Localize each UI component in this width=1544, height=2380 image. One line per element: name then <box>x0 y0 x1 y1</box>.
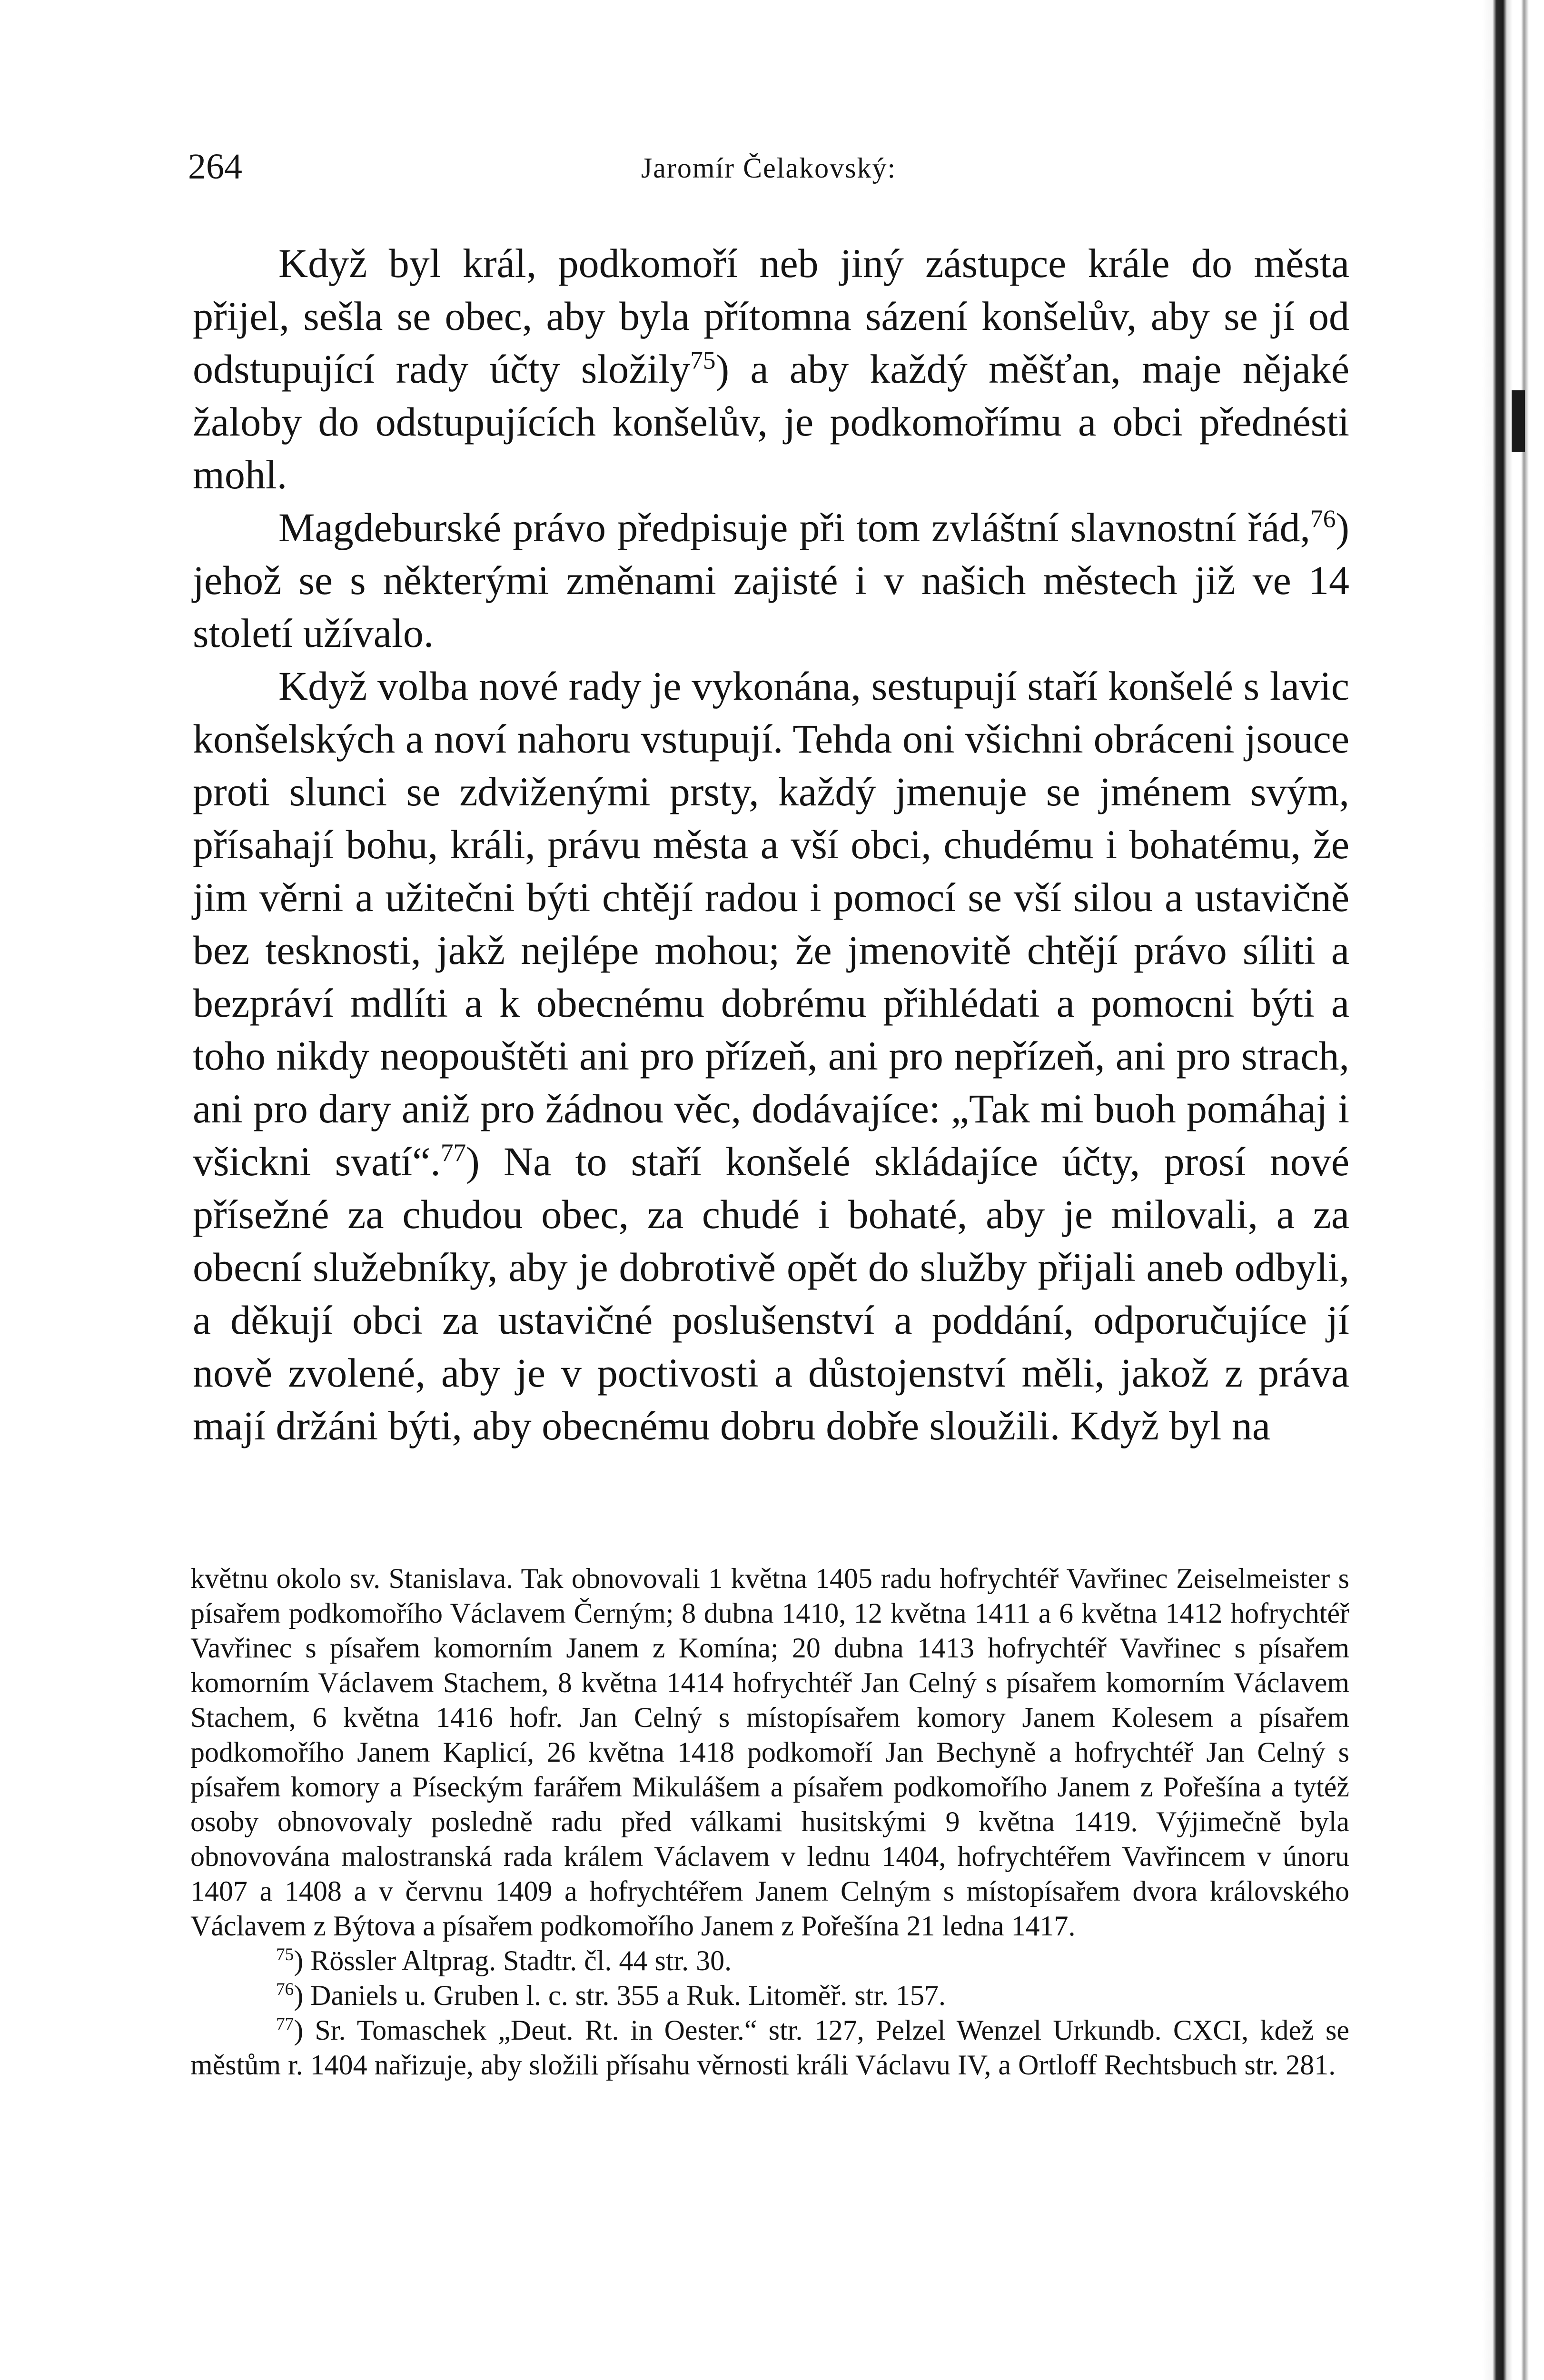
footnote-ref-75: 75 <box>690 346 716 375</box>
page-number: 264 <box>188 147 242 187</box>
footnote-75-text: ) Rössler Altprag. Stadtr. čl. 44 str. 30. <box>294 1945 732 1976</box>
paragraph-1-text-a: Když byl král, podkomoří neb jiný zástupce krále do města přijel, sešla se obec, aby byla přítomna sázení konšelův, aby se jí od odstupující rady účty složily <box>193 240 1349 392</box>
footnote-77-text: ) Sr. Tomaschek „Deut. Rt. in Oester.“ str. 127, Pelzel Wenzel Urkundb. CXCI, kdež se městům r. 1404 nařizuje, aby složili přísahu věrnosti králi Václavu IV, a Ortloff Rechtsbuch str. 281. <box>190 2014 1349 2081</box>
footnote-continued: květnu okolo sv. Stanislava. Tak obnovovali 1 května 1405 radu hofrychtéř Vavřinec Zeiselmeister s písařem podkomořího Václavem Černým; 8 dubna 1410, 12 května 1411 a 6 května 1412 hofrychtéř Vavřinec s písařem komorním Janem z Komína; 20 dubna 1413 hofrychtéř Vavřinec s písařem komorním Václavem Stachem, 8 května 1414 hofrychtéř Jan Celný s písařem komorním Václavem Stachem, 6 května 1416 hofr. Jan Celný s místopísařem komory Janem Kolesem a písařem podkomořího Janem Kaplicí, 26 května 1418 podkomoří Jan Bechyně a hofrychtéř Jan Celný s písařem komory a Píseckým farářem Mikulášem a písařem podkomořího Janem z Pořešína a tytéž osoby obnovovaly posledně radu před válkami husitskými 9 května 1419. Výjimečně byla obnovována malostranská rada králem Václavem v lednu 1404, hofrychtéřem Vavřincem v únoru 1407 a 1408 a v červnu 1409 a hofrychtéřem Janem Celným s místopísařem dvora královského Václavem z Býtova a písařem podkomořího Janem z Pořešína 21 ledna 1417. <box>190 1563 1349 1942</box>
running-head: Jaromír Čelakovský: <box>641 152 897 184</box>
footnote-75-number: 75 <box>276 1945 294 1964</box>
footnote-76-text: ) Daniels u. Gruben l. c. str. 355 a Ruk. Litoměř. str. 157. <box>294 1980 946 2011</box>
paragraph-3 <box>193 660 1349 1452</box>
footnote-76-number: 76 <box>276 1980 294 1999</box>
paragraph-3-text-b: ) Na to staří konšelé skládajíce účty, prosí nové přísežné za chudou obec, za chudé i bohaté, aby je milovali, a za obecní služebníky, aby je dobrotivě opět do služby přijali aneb odbyli, a děkují obci za ustavičné poslušenství a poddání, odporučujíce jí nově zvolené, aby je v poctivosti a důstojenství měli, jakož z práva mají držáni býti, aby obecnému dobru dobře sloužili. Když byl na <box>193 1139 1349 1448</box>
scan-edge <box>1482 0 1544 2380</box>
footnote-77-number: 77 <box>276 2014 294 2034</box>
paragraph-1 <box>193 237 1349 501</box>
paragraph-2-text-b: ) jehož se s některými změnami zajisté i v našich městech již ve 14 století užívalo. <box>193 505 1349 656</box>
footnote-75 <box>190 1944 1349 1978</box>
page-header <box>188 143 1349 195</box>
footnotes <box>190 1561 1349 2082</box>
paragraph-2-text-a: Magdeburské právo předpisuje při tom zvláštní slavnostní řád, <box>278 505 1311 550</box>
footnote-77 <box>190 2013 1349 2082</box>
main-text <box>193 237 1349 1452</box>
paragraph-2 <box>193 501 1349 660</box>
scan-edge-mark <box>1512 390 1525 452</box>
footnote-76 <box>190 1978 1349 2013</box>
paragraph-1-text-b: ) a aby každý měšťan, maje nějaké žaloby do odstupujících konšelův, je podkomořímu a obci přednésti mohl. <box>193 346 1349 497</box>
footnote-ref-77: 77 <box>440 1138 466 1167</box>
paragraph-3-text-a: Když volba nové rady je vykonána, sestupují staří konšelé s lavic konšelských a noví nahoru vstupují. Tehda oni všichni obráceni jsouce proti slunci se zdviženými prsty, každý jmenuje se jménem svým, přísahají bohu, králi, právu města a vší obci, chudému i bohatému, že jim věrni a užitečni býti chtějí radou i pomocí se vší silou a ustavičně bez tesknosti, jakž nejlépe mohou; že jmenovitě chtějí právo síliti a bezpráví mdlíti a k obecnému dobrému přihlédati a pomocni býti a toho nikdy neopouštěti ani pro přízeň, ani pro nepřízeň, ani pro strach, ani pro dary aniž pro žádnou věc, dodávajíce: „Tak mi buoh pomáhaj i všickni svatí“. <box>193 663 1349 1184</box>
footnote-ref-76: 76 <box>1310 504 1336 533</box>
